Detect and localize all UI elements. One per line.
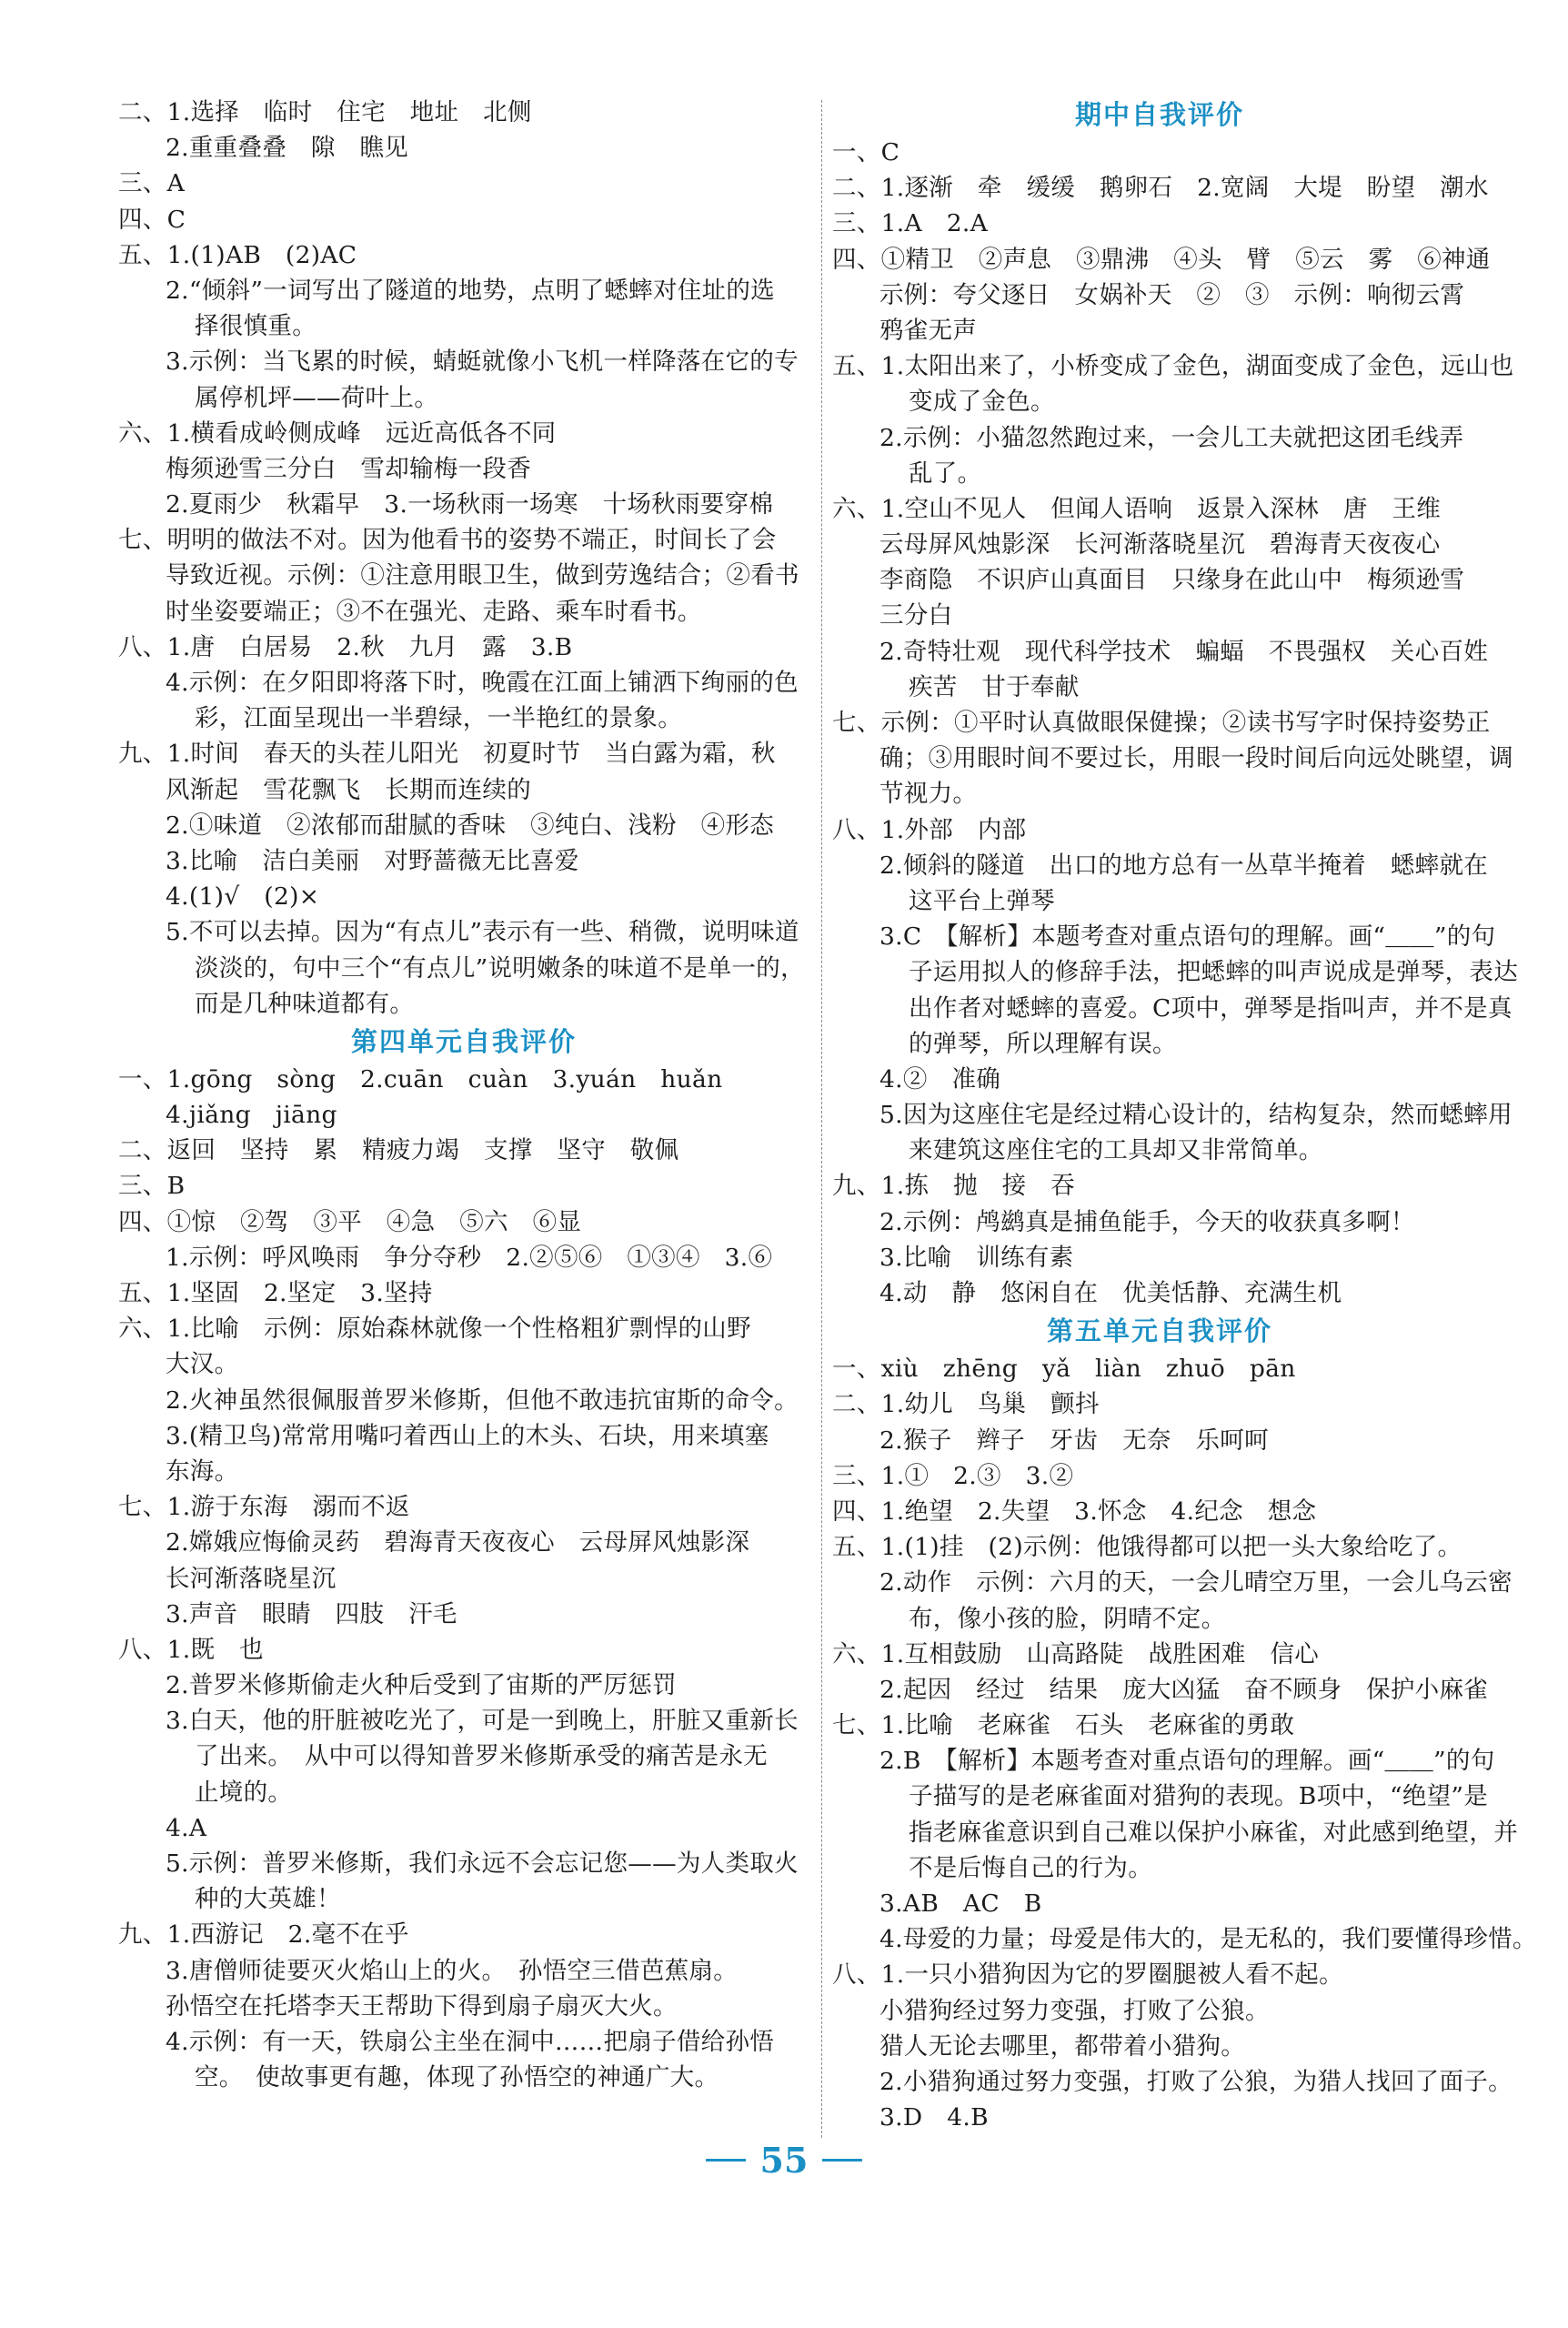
answer-line: 3.示例：当飞累的时候，蜻蜓就像小飞机一样降落在它的专 [166,348,799,377]
answer-line: 2.夏雨少 秋霜早 3.一场秋雨一场寒 十场秋雨要穿棉 [166,490,774,519]
answer-line: 属停机坪——荷叶上。 [195,383,438,412]
answer-line: 2.示例：鸬鹚真是捕鱼能手，今天的收获真多啊！ [879,1207,1415,1236]
answer-line: 子运用拟人的修辞手法，把蟋蟀的叫声说成是弹琴，表达 [909,958,1518,987]
answer-line: 一、C [832,138,900,166]
answer-line: 3.(精卫鸟)常常用嘴叼着西山上的木头、石块，用来填塞 [166,1421,769,1450]
answer-line: 了出来。 从中可以得知普罗米修斯承受的痛苦是永无 [195,1742,768,1771]
answer-line: 三分白 [879,601,953,630]
answer-line: 四、1.绝望 2.失望 3.怀念 4.纪念 想念 [832,1497,1317,1526]
footer-rule-right [822,2159,862,2162]
answer-line: 鸦雀无声 [879,316,978,345]
answer-line: 2.示例：小猫忽然跑过来，一会儿工夫就把这团毛线弄 [879,423,1464,452]
answer-line: 5.不可以去掉。因为“有点儿”表示有一些、稍微，说明味道 [166,918,799,947]
answer-line: 五、1.(1)挂 (2)示例：他饿得都可以把一头大象给吃了。 [832,1533,1462,1562]
right-answer-column [832,95,1537,2135]
answer-line: 小猎狗经过努力变强，打败了公狼。 [879,1996,1270,2025]
answer-line: 淡淡的，句中三个“有点儿”说明嫩条的味道不是单一的， [195,953,805,983]
answer-line: 3.唐僧师徒要灭火焰山上的火。 孙悟空三借芭蕉扇。 [166,1956,739,1985]
answer-line: 3.声音 眼睛 四肢 汗毛 [166,1599,457,1628]
answer-line: 梅须逊雪三分白 雪却输梅一段香 [166,454,531,483]
answer-line: 3.白天，他的肝脏被吃光了，可是一到晚上，肝脏又重新长 [166,1707,799,1736]
answer-line: 示例：夸父逐日 女娲补天 ② ③ 示例：响彻云霄 [879,280,1465,309]
answer-line: 2.奇特壮观 现代科学技术 蝙蝠 不畏强权 关心百姓 [879,637,1489,666]
section-heading: 第五单元自我评价 [1046,1315,1272,1347]
answer-line: 三、B [118,1172,186,1201]
answer-line: 六、1.互相鼓励 山高路陡 战胜困难 信心 [832,1639,1320,1668]
answer-line: 孙悟空在托塔李天王帮助下得到扇子扇灭大火。 [166,1991,678,2021]
answer-line: 来建筑这座住宅的工具却又非常简单。 [909,1136,1323,1165]
answer-line: 种的大英雄！ [195,1885,341,1914]
answer-line: 4.示例：有一天，铁扇公主坐在洞中……把扇子借给孙悟 [166,2027,775,2056]
answer-line: 一、1.gōng sòng 2.cuān cuàn 3.yuán huǎn [118,1064,723,1093]
answer-line: 猎人无论去哪里，都带着小猎狗。 [879,2031,1245,2061]
answer-line: 七、1.比喻 老麻雀 石头 老麻雀的勇敢 [832,1711,1295,1740]
answer-line: 指老麻雀意识到自己难以保护小麻雀，对此感到绝望，并 [909,1818,1518,1847]
answer-line: 2.“倾斜”一词写出了隧道的地势，点明了蟋蟀对住址的选 [166,276,775,305]
answer-line: 3.AB AC B [879,1890,1042,1918]
answer-line: 九、1.西游记 2.毫不在乎 [118,1920,409,1950]
answer-line: 这平台上弹琴 [909,886,1055,915]
answer-line: 子描写的是老麻雀面对猎狗的表现。B项中，“绝望”是 [909,1782,1489,1811]
answer-line: 二、1.幼儿 鸟巢 颤抖 [832,1390,1100,1419]
answer-line: 的弹琴，所以理解有误。 [909,1029,1177,1058]
answer-line: 4.A [166,1813,207,1842]
answer-line: 4.(1)√ (2)× [166,882,320,912]
answer-line: 九、1.时间 春天的头茬儿阳光 初夏时节 当白露为霜，秋 [118,740,776,769]
answer-line: 二、1.选择 临时 住宅 地址 北侧 [118,98,532,126]
answer-line: 2.重重叠叠 隙 瞧见 [166,134,409,163]
answer-line: 空。 使故事更有趣，体现了孙悟空的神通广大。 [195,2063,719,2092]
answer-line: 五、1.坚固 2.坚定 3.坚持 [118,1279,433,1307]
answer-line: 3.C 【解析】本题考查对重点语句的理解。画“＿＿”的句 [879,922,1496,952]
answer-line: 彩，江面呈现出一半碧绿，一半艳红的景象。 [195,704,682,733]
answer-line: 5.因为这座住宅是经过精心设计的，结构复杂，然而蟋蟀用 [879,1101,1513,1130]
answer-line: 4.jiǎng jiāng [166,1101,337,1130]
answer-line: 三、1.A 2.A [832,209,989,238]
answer-line: 三、A [118,169,186,198]
answer-line: 七、1.游于东海 溺而不返 [118,1493,410,1522]
answer-line: 一、xiù zhēng yǎ liàn zhuō pān [832,1355,1296,1384]
answer-line: 七、示例：①平时认真做眼保健操；②读书写字时保持姿势正 [832,709,1491,737]
answer-line: 风渐起 雪花飘飞 长期而连续的 [166,775,531,804]
answer-line: 不是后悔自己的行为。 [909,1853,1152,1882]
answer-line: 2.①味道 ②浓郁而甜腻的香味 ③纯白、浅粉 ④形态 [166,811,775,840]
answer-line: 东海。 [166,1456,239,1486]
answer-line: 乱了。 [909,459,982,488]
answer-line: 四、①惊 ②驾 ③平 ④急 ⑤六 ⑥显 [118,1207,582,1236]
answer-line: 三、1.① 2.③ 3.② [832,1461,1074,1490]
answer-line: 1.示例：呼风唤雨 争分夺秒 2.②⑤⑥ ①③④ 3.⑥ [166,1243,773,1272]
answer-line: 疾苦 甘于奉献 [909,672,1080,701]
answer-line: 2.起因 经过 结果 庞大凶猛 奋不顾身 保护小麻雀 [879,1675,1489,1704]
answer-line: 五、1.太阳出来了，小桥变成了金色，湖面变成了金色，远山也 [832,352,1514,381]
answer-line: 时坐姿要端正；③不在强光、走路、乘车时看书。 [166,597,702,626]
page-footer [0,2140,1568,2194]
answer-line: 七、明明的做法不对。因为他看书的姿势不端正，时间长了会 [118,526,777,555]
answer-line: 4.动 静 悠闲自在 优美恬静、充满生机 [879,1279,1342,1307]
answer-line: 确；③用眼时间不要过长，用眼一段时间后向远处眺望，调 [879,744,1513,773]
answer-line: 2.嫦娥应悔偷灵药 碧海青天夜夜心 云母屏风烛影深 [166,1528,750,1557]
answer-line: 2.小猎狗通过努力变强，打败了公狼，为猎人找回了面子。 [879,2067,1513,2096]
answer-line: 择很慎重。 [195,312,317,341]
answer-line: 2.普罗米修斯偷走火种后受到了宙斯的严厉惩罚 [166,1671,677,1700]
page-number: 55 [759,2140,809,2181]
answer-line: 四、C [118,205,186,234]
answer-line: 4.示例：在夕阳即将落下时，晚霞在江面上铺洒下绚丽的色 [166,669,799,697]
answer-line: 六、1.空山不见人 但闻人语响 返景入深林 唐 王维 [832,494,1442,523]
answer-line: 导致近视。示例：①注意用眼卫生，做到劳逸结合；②看书 [166,561,799,590]
answer-line: 出作者对蟋蟀的喜爱。C项中，弹琴是指叫声，并不是真 [909,993,1513,1023]
footer-rule-left [706,2159,746,2162]
answer-line: 4.母爱的力量；母爱是伟大的，是无私的，我们要懂得珍惜。 [879,1925,1537,1954]
answer-line: 布，像小孩的脸，阴晴不定。 [909,1604,1226,1633]
section-heading: 期中自我评价 [1074,99,1244,130]
answer-line: 2.动作 示例：六月的天，一会儿晴空万里，一会儿乌云密 [879,1568,1513,1597]
section-heading: 第四单元自我评价 [350,1025,577,1057]
answer-line: 二、1.逐渐 牵 缓缓 鹅卵石 2.宽阔 大堤 盼望 潮水 [832,174,1489,203]
answer-line: 4.② 准确 [879,1064,1001,1093]
answer-line: 九、1.拣 抛 接 吞 [832,1172,1076,1201]
answer-line: 3.比喻 训练有素 [879,1243,1074,1272]
answer-line: 大汉。 [166,1350,239,1379]
answer-line: 节视力。 [879,780,978,809]
answer-line: 变成了金色。 [909,388,1055,417]
answer-line: 二、返回 坚持 累 精疲力竭 支撑 坚守 敬佩 [118,1136,679,1165]
left-answer-column [118,95,809,2095]
answer-line: 六、1.比喻 示例：原始森林就像一个性格粗犷剽悍的山野 [118,1315,751,1344]
answer-line: 八、1.外部 内部 [832,815,1027,844]
answer-line: 2.猴子 辫子 牙齿 无奈 乐呵呵 [879,1426,1269,1455]
answer-line: 2.倾斜的隧道 出口的地方总有一丛草半掩着 蟋蟀就在 [879,851,1489,880]
answer-line: 3.D 4.B [879,2103,989,2132]
answer-line: 5.示例：普罗米修斯，我们永远不会忘记您——为人类取火 [166,1849,799,1878]
answer-line: 六、1.横看成岭侧成峰 远近高低各不同 [118,418,557,448]
answer-line: 八、1.既 也 [118,1635,264,1664]
answer-line: 2.火神虽然很佩服普罗米修斯，但他不敢违抗宙斯的命令。 [166,1386,799,1415]
answer-line: 云母屏风烛影深 长河渐落晓星沉 碧海青天夜夜心 [879,530,1441,559]
answer-line: 四、①精卫 ②声息 ③鼎沸 ④头 臂 ⑤云 雾 ⑥神通 [832,245,1491,274]
column-divider [821,100,822,2138]
answer-line: 八、1.一只小猎狗因为它的罗圈腿被人看不起。 [832,1960,1343,1990]
answer-line: 3.比喻 洁白美丽 对野蔷薇无比喜爱 [166,846,579,875]
answer-line: 五、1.(1)AB (2)AC [118,240,357,269]
answer-line: 而是几种味道都有。 [195,989,415,1018]
answer-line: 长河渐落晓星沉 [166,1564,337,1593]
answer-line: 李商隐 不识庐山真面目 只缘身在此山中 梅须逊雪 [879,566,1465,595]
answer-line: 八、1.唐 白居易 2.秋 九月 露 3.B [118,632,573,661]
answer-line: 2.B 【解析】本题考查对重点语句的理解。画“＿＿”的句 [879,1747,1495,1776]
answer-line: 止境的。 [195,1778,293,1807]
